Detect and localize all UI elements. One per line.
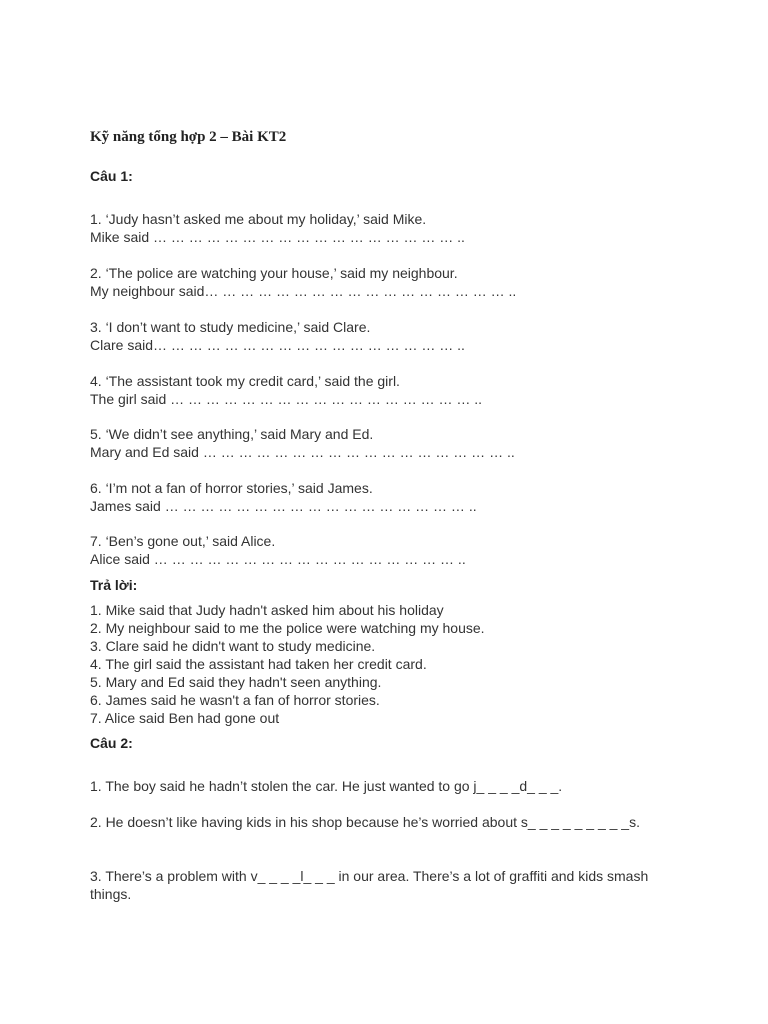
answer-1: 1. Mike said that Judy hadn't asked him about his holiday xyxy=(90,602,444,618)
question-7-blank: Alice said … … … … … … … … … … … … … … … … … .. xyxy=(90,551,466,567)
answer-5: 5. Mary and Ed said they hadn't seen anything. xyxy=(90,674,382,690)
question-3-blank: Clare said… … … … … … … … … … … … … … … … … .. xyxy=(90,337,465,353)
question-7-sentence: 7. ‘Ben’s gone out,’ said Alice. xyxy=(90,533,276,549)
exercise-2-item-2: 2. He doesn’t like having kids in his shop because he’s worried about s_ _ _ _ _ _ _ _ _s. xyxy=(90,814,640,830)
exercise-2-item-1: 1. The boy said he hadn’t stolen the car. He just wanted to go j_ _ _ _d_ _ _. xyxy=(90,778,563,794)
document-title: Kỹ năng tổng hợp 2 – Bài KT2 xyxy=(90,129,287,145)
question-1-sentence: 1. ‘Judy hasn’t asked me about my holiday,’ said Mike. xyxy=(90,211,427,227)
question-4-blank: The girl said … … … … … … … … … … … … … … … … … .. xyxy=(90,391,483,407)
answer-6: 6. James said he wasn't a fan of horror stories. xyxy=(90,692,380,708)
section-heading-cau-2: Câu 2: xyxy=(90,735,133,751)
question-6-sentence: 6. ‘I’m not a fan of horror stories,’ said James. xyxy=(90,480,373,496)
question-3-sentence: 3. ‘I don’t want to study medicine,’ said Clare. xyxy=(90,319,371,335)
answer-3: 3. Clare said he didn't want to study medicine. xyxy=(90,638,376,654)
question-5-sentence: 5. ‘We didn’t see anything,’ said Mary and Ed. xyxy=(90,426,374,442)
answer-2: 2. My neighbour said to me the police were watching my house. xyxy=(90,620,485,636)
question-6-blank: James said … … … … … … … … … … … … … … … … … .. xyxy=(90,498,477,514)
section-heading-answers: Trả lời: xyxy=(90,577,138,593)
question-5-blank: Mary and Ed said … … … … … … … … … … … … … … … … … .. xyxy=(90,444,515,460)
question-2-sentence: 2. ‘The police are watching your house,’ said my neighbour. xyxy=(90,265,458,281)
question-2-blank: My neighbour said… … … … … … … … … … … … … … … … … .. xyxy=(90,283,517,299)
question-1-blank: Mike said … … … … … … … … … … … … … … … … … .. xyxy=(90,229,465,245)
exercise-2-item-3: 3. There’s a problem with v_ _ _ _l_ _ _ in our area. There’s a lot of graffiti and kids smash things. xyxy=(90,868,649,902)
answer-4: 4. The girl said the assistant had taken her credit card. xyxy=(90,656,427,672)
answer-7: 7. Alice said Ben had gone out xyxy=(90,710,280,726)
section-heading-cau-1: Câu 1: xyxy=(90,168,133,184)
question-4-sentence: 4. ‘The assistant took my credit card,’ said the girl. xyxy=(90,373,400,389)
